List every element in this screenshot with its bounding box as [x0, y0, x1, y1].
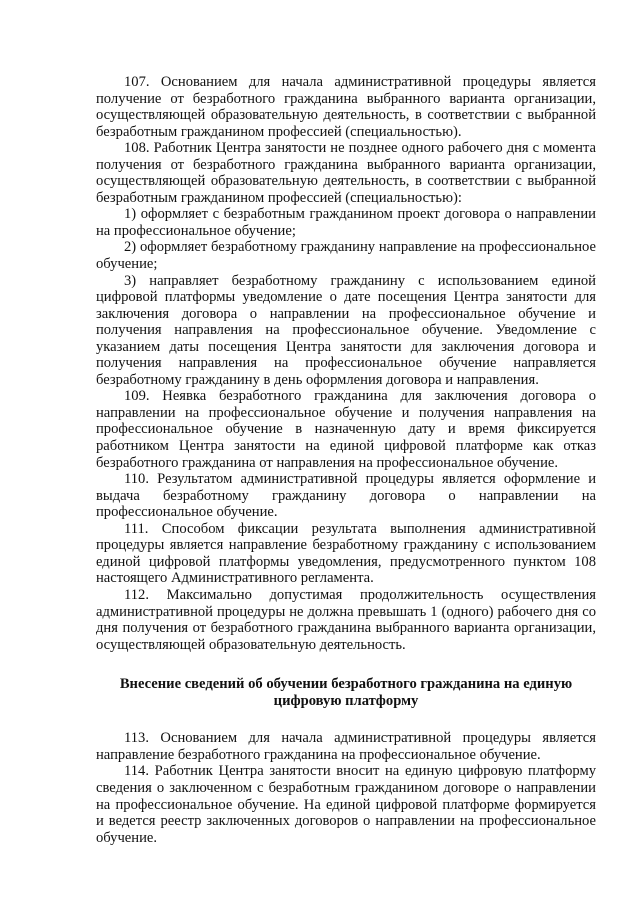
document-page — [96, 74, 596, 846]
paragraph-112: 112. Максимально допустимая продолжительность осуществления административной процедуры не должна превышать 1 (одного) рабочего дня со дня получения от безработного гражданина выбранного варианта организации, осуществляющей образовательную деятельность. — [96, 586, 596, 653]
paragraph-108-item-3: 3) направляет безработному гражданину с использованием единой цифровой платформы уведомление о дате посещения Центра занятости для заключения договора о направлении на профессиональное обучение и получения направления на профессиональное обучение. Уведомление с указанием даты посещения Центра занятости для заключения договора и получения направления на профессиональное обучение направляется безработному гражданину в день оформления договора и направления. — [96, 272, 596, 388]
paragraph-108-item-2: 2) оформляет безработному гражданину направление на профессиональное обучение; — [96, 239, 596, 273]
paragraph-113: 113. Основанием для начала административной процедуры является направление безработного гражданина на профессиональное обучение. — [96, 730, 596, 763]
paragraph-111: 111. Способом фиксации результата выполнения административной процедуры является направление безработному гражданину с использованием единой цифровой платформы уведомления, предусмотренного пунктом 108 настоящего Административного регламента. — [96, 520, 596, 587]
paragraph-114: 114. Работник Центра занятости вносит на единую цифровую платформу сведения о заключенном с безработным гражданином договоре о направлении на профессиональное обучение. На единой цифровой платформе формируется и ведется реестр заключенных договоров о направлении на профессиональное обучение. — [96, 763, 596, 846]
paragraph-108: 108. Работник Центра занятости не позднее одного рабочего дня с момента получения от безработного гражданина выбранного варианта организации, осуществляющей образовательную деятельность, в соответствии с выбранной безработным гражданином профессией (специальностью): — [96, 140, 596, 206]
paragraph-110: 110. Результатом административной процедуры является оформление и выдача безработному гражданину договора о направлении на профессиональное обучение. — [96, 471, 596, 521]
paragraph-108-item-1: 1) оформляет с безработным гражданином проект договора о направлении на профессиональное обучение; — [96, 206, 596, 239]
section-heading: Внесение сведений об обучении безработного гражданина на единую цифровую платформу — [119, 676, 573, 709]
paragraph-107: 107. Основанием для начала административной процедуры является получение от безработного гражданина выбранного варианта организации, осуществляющей образовательную деятельность, в соответствии с выбранной безработным гражданином профессией (специальностью). — [96, 74, 596, 140]
paragraph-109: 109. Неявка безработного гражданина для заключения договора о направлении на профессиональное обучение и получения направления на профессиональное обучение в назначенную дату и время фиксируется работником Центра занятости на единой цифровой платформе как отказ безработного гражданина от направления на профессиональное обучение. — [96, 388, 596, 471]
